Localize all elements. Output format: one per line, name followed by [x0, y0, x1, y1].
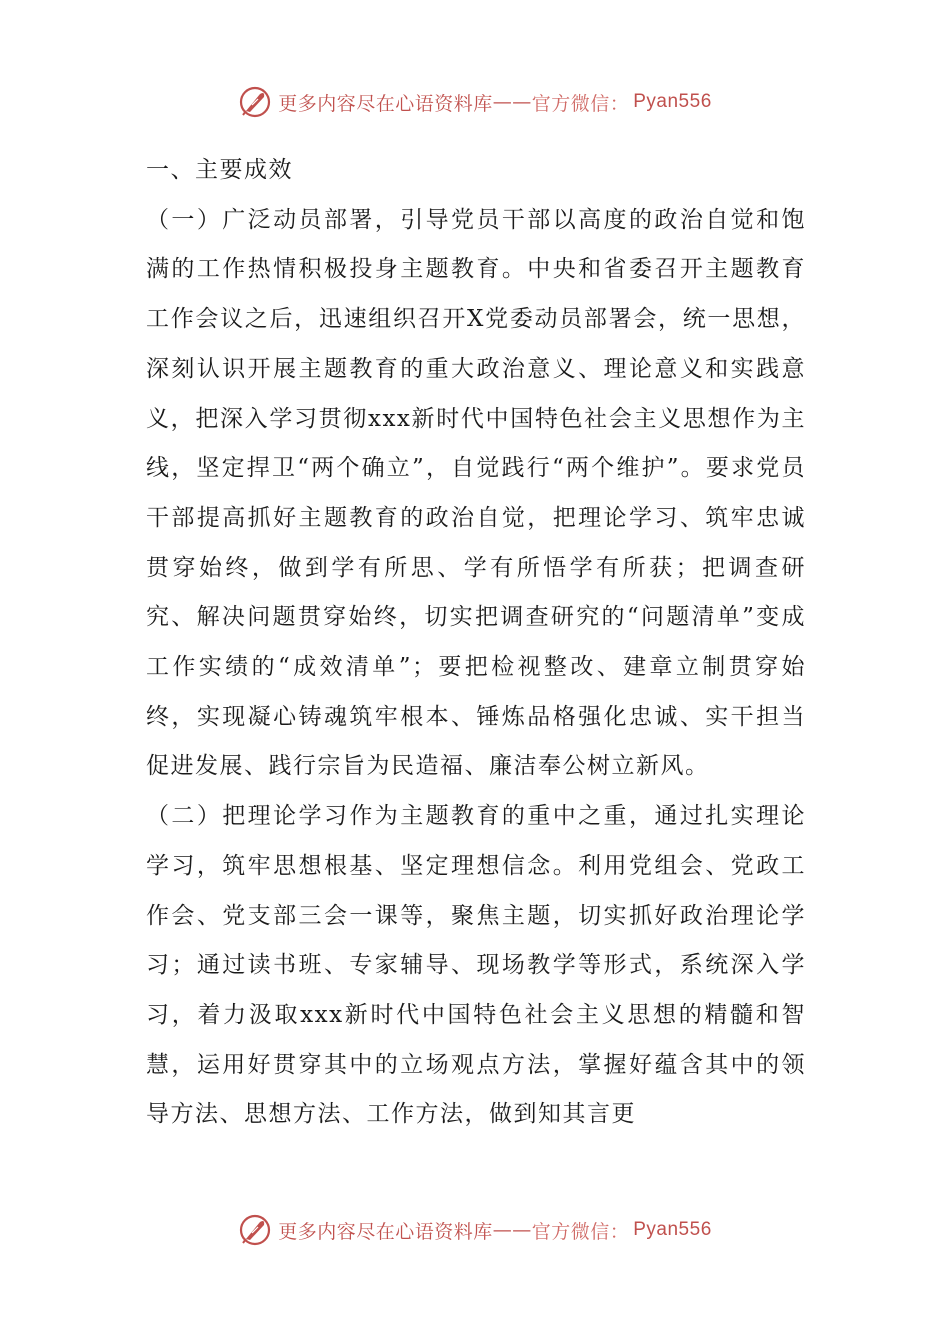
footer-banner: [0, 1210, 950, 1250]
paragraph-1: （一）广泛动员部署，引导党员干部以高度的政治自觉和饱满的工作热情积极投身主题教育。中央和省委召开主题教育工作会议之后，迅速组织召开X党委动员部署会，统一思想，深刻认识开展主题教育的重大政治意义、理论意义和实践意义，把深入学习贯彻xxx新时代中国特色社会主义思想作为主线，坚定捍卫“两个确立”，自觉践行“两个维护”。要求党员干部提高抓好主题教育的政治自觉，把理论学习、筑牢忠诚贯穿始终，做到学有所思、学有所悟学有所获；把调查研究、解决问题贯穿始终，切实把调查研究的“问题清单”变成工作实绩的“成效清单”；要把检视整改、建章立制贯穿始终，实现凝心铸魂筑牢根本、锤炼品格强化忠诚、实干担当促进发展、践行宗旨为民造福、廉洁奉公树立新风。: [146, 206, 806, 780]
banner-wechat-label: 官方微信：: [531, 92, 630, 115]
banner-brand-text: 更多内容尽在心语资料库: [278, 92, 493, 115]
banner-wechat-label: 官方微信：: [531, 1220, 630, 1243]
banner-wechat-id: Pyan556: [633, 1219, 712, 1240]
banner-wechat-id: Pyan556: [633, 91, 712, 112]
banner-dash: ——: [492, 91, 532, 113]
document-body: [146, 146, 806, 1140]
section-heading: 一、主要成效: [146, 157, 293, 183]
quill-logo-icon: [238, 1213, 272, 1247]
banner-brand-text: 更多内容尽在心语资料库: [278, 1220, 493, 1243]
banner-dash: ——: [492, 1219, 532, 1241]
quill-logo-icon: [238, 85, 272, 119]
paragraph-2: （二）把理论学习作为主题教育的重中之重，通过扎实理论学习，筑牢思想根基、坚定理想信念。利用党组会、党政工作会、党支部三会一课等，聚焦主题，切实抓好政治理论学习；通过读书班、专家辅导、现场教学等形式，系统深入学习，着力汲取xxx新时代中国特色社会主义思想的精髓和智慧，运用好贯穿其中的立场观点方法，掌握好蕴含其中的领导方法、思想方法、工作方法，做到知其言更: [146, 803, 806, 1128]
header-banner: [0, 82, 950, 122]
